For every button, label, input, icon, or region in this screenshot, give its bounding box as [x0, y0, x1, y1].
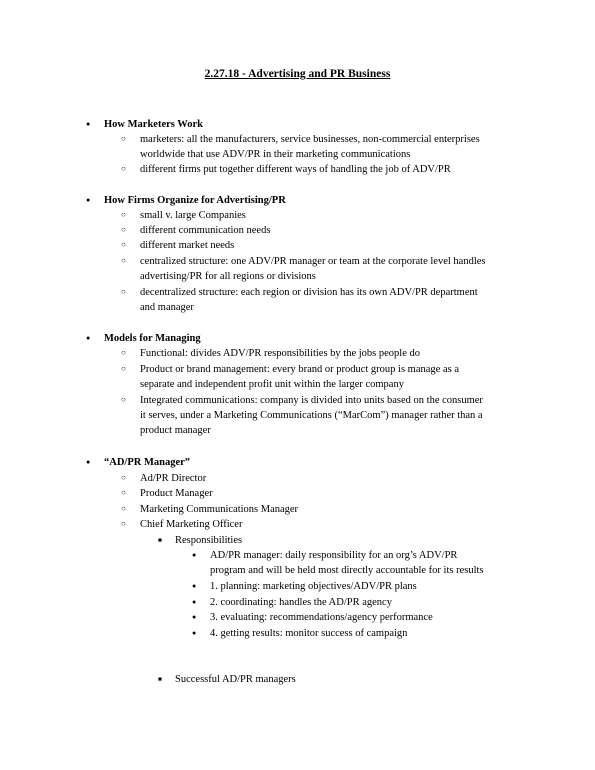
bullet-disc — [192, 548, 196, 564]
bullet-circle — [121, 362, 126, 377]
bullet-disc — [86, 455, 90, 471]
list-item-line: 2. coordinating: handles the AD/PR agency — [210, 597, 392, 608]
bullet-disc — [86, 193, 90, 209]
list-item-line: advertising/PR for all regions or divisions — [140, 271, 316, 282]
bullet-circle — [121, 393, 126, 408]
bullet-circle — [121, 502, 126, 517]
list-item-line: and manager — [140, 302, 194, 313]
list-item-line: AD/PR manager: daily responsibility for an org’s ADV/PR — [210, 550, 458, 561]
section-heading: Models for Managing — [104, 333, 201, 344]
bullet-circle — [121, 132, 126, 147]
list-item-line: different firms put together different ways of handling the job of ADV/PR — [140, 164, 451, 175]
bullet-circle — [121, 285, 126, 300]
section-heading: How Marketers Work — [104, 119, 203, 130]
list-item-line: 4. getting results: monitor success of campaign — [210, 628, 408, 639]
section-heading: “AD/PR Manager” — [104, 457, 191, 468]
bullet-circle — [121, 486, 126, 501]
list-item-line: Ad/PR Director — [140, 473, 207, 484]
list-item-line: it serves, under a Marketing Communications (“MarCom”) manager rather than a — [140, 410, 483, 421]
section-heading: How Firms Organize for Advertising/PR — [104, 195, 286, 206]
bullet-circle — [121, 208, 126, 223]
bullet-disc — [86, 331, 90, 347]
bullet-circle — [121, 346, 126, 361]
bullet-disc — [192, 626, 196, 642]
list-item-line: separate and independent profit unit within the larger company — [140, 379, 404, 390]
list-item-line: decentralized structure: each region or division has its own ADV/PR department — [140, 287, 478, 298]
bullet-circle — [121, 517, 126, 532]
list-item-line: Integrated communications: company is divided into units based on the consumer — [140, 395, 483, 406]
list-item-line: Functional: divides ADV/PR responsibilities by the jobs people do — [140, 348, 420, 359]
bullet-disc — [86, 117, 90, 133]
list-item-line: small v. large Companies — [140, 210, 246, 221]
bullet-circle — [121, 471, 126, 486]
bullet-disc — [192, 595, 196, 611]
list-item-line: centralized structure: one ADV/PR manager or team at the corporate level handles — [140, 256, 486, 267]
list-item-line: marketers: all the manufacturers, service businesses, non-commercial enterprises — [140, 134, 480, 145]
list-item-line: different communication needs — [140, 225, 271, 236]
list-item-line: Product Manager — [140, 488, 213, 499]
list-item-line: worldwide that use ADV/PR in their marketing communications — [140, 149, 411, 160]
bullet-circle — [121, 238, 126, 253]
list-item-line: Marketing Communications Manager — [140, 504, 299, 515]
list-item-line: program and will be held most directly accountable for its results — [210, 565, 484, 576]
list-item-line: 1. planning: marketing objectives/ADV/PR plans — [210, 581, 417, 592]
bullet-square — [158, 672, 162, 688]
sub-heading: Successful AD/PR managers — [175, 674, 296, 685]
bullet-square — [158, 533, 162, 549]
bullet-circle — [121, 254, 126, 269]
sub-heading: Responsibilities — [175, 535, 243, 546]
list-item-line: 3. evaluating: recommendations/agency performance — [210, 612, 433, 623]
list-item-line: product manager — [140, 425, 211, 436]
bullet-disc — [192, 610, 196, 626]
list-item-line: different market needs — [140, 240, 235, 251]
list-item-line: Chief Marketing Officer — [140, 519, 243, 530]
list-item-line: Product or brand management: every brand or product group is manage as a — [140, 364, 459, 375]
page-title: 2.27.18 - Advertising and PR Business — [204, 68, 391, 80]
bullet-disc — [192, 579, 196, 595]
bullet-circle — [121, 162, 126, 177]
bullet-circle — [121, 223, 126, 238]
